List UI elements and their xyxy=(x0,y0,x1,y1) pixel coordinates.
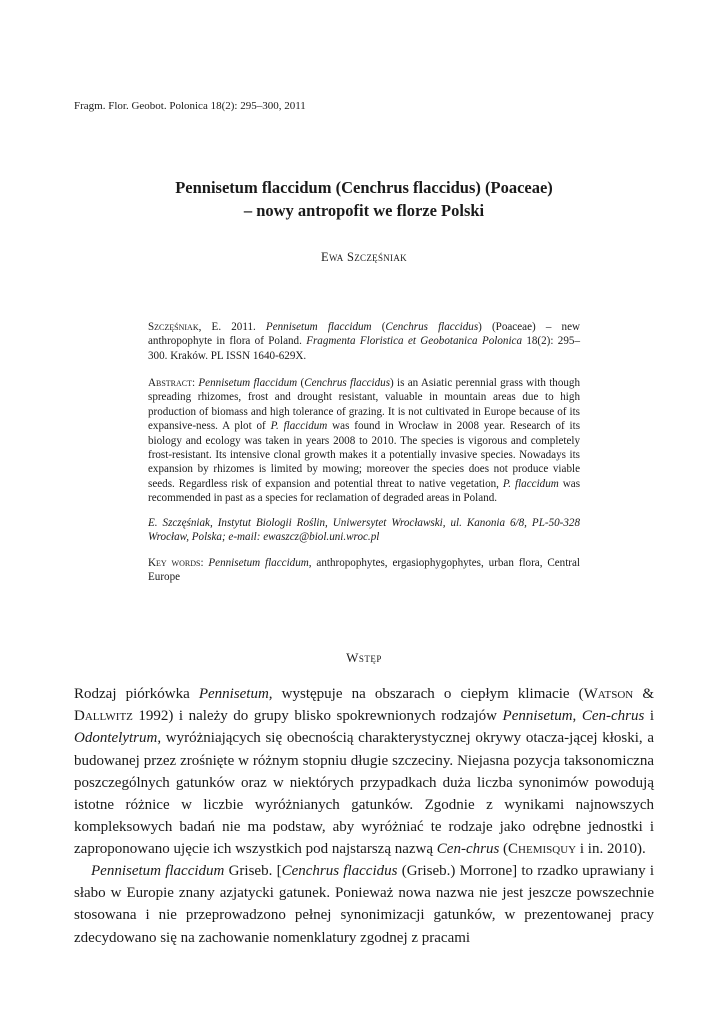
cited-author: Chemisquy xyxy=(508,841,577,858)
abstract-block: Abstract: Pennisetum flaccidum (Cenchrus flaccidus) is an Asiatic perennial grass with though spreading rhizomes, frost and drought resistant, valuable in mountain areas due to high production of biomass and high tolerance of grazing. It is not cultivated in Europe because of its expansive-ness. A plot of P. flaccidum was found in Wrocław in 2008 year. Research of its biology and ecology was taken in years 2008 to 2010. The species is vigorous and completely frost-resistant. Its intensive clonal growth makes it a potentially invasive species. Nowadays its expansion by rhizomes is limited by mowing; moreover the species does not produce viable seeds. Regardless risk of expansion and potential threat to native vegetation, P. flaccidum was recommended in past as a species for reclamation of degraded areas in Poland. xyxy=(148,377,581,505)
keywords-block: Key words: Pennisetum flaccidum, anthropophytes, ergasiophygophytes, urban flora, Central Europe xyxy=(148,557,580,584)
cited-author: Watson xyxy=(583,686,634,702)
body-paragraph: Pennisetum flaccidum Griseb. [Cenchrus flaccidus (Griseb.) Morrone] to rzadko uprawiany i słabo w Europie znany azjatycki gatunek. Ponieważ nowa nazwa nie jest jeszcze powszechnie stosowana i nie przeprowadzono pełnej synonimizacji gatunków, w prezentowanej pracy zdecydowano się na zachowanie nomenklatury zgodnej z pracami xyxy=(74,863,655,946)
species-name: Pennisetum flaccidum xyxy=(198,377,298,389)
species-name: Cenchrus flaccidus xyxy=(385,321,479,333)
title-line-2: – nowy antropofit we florze Polski xyxy=(243,201,485,220)
species-name: Cenchrus flaccidus xyxy=(304,377,391,389)
keywords-label: Key words xyxy=(148,557,201,569)
author-address: E. Szczęśniak, Instytut Biologii Roślin, Uniwersytet Wrocławski, ul. Kanonia 6/8, PL-50-328 Wrocław, Polska; e-mail: ewaszcz@biol.uni.wroc.pl xyxy=(148,517,580,544)
species-name: Pennisetum flaccidum xyxy=(265,321,372,333)
citation-author: Szczęśniak xyxy=(148,321,199,333)
species-name: Pennisetum flaccidum xyxy=(208,557,309,569)
citation-block: Szczęśniak, E. 2011. Pennisetum flaccidum (Cenchrus flaccidus) (Poaceae) – new anthropophyte in flora of Poland. Fragmenta Floristica et Geobotanica Polonica 18(2): 295–300. Kraków. PL ISSN 1640-629X. xyxy=(148,321,581,362)
author-name: Ewa Szczęśniak xyxy=(321,250,407,264)
section-heading: Wstęp xyxy=(346,650,382,665)
species-name: P. flaccidum xyxy=(270,420,328,433)
abstract-label: Abstract xyxy=(148,377,193,389)
cited-author: Dallwitz xyxy=(74,708,133,725)
body-paragraph: Rodzaj piórkówka Pennisetum, występuje na obszarach o ciepłym klimacie (Watson & Dallwitz 1992) i należy do grupy blisko spokrewnionych rodzajów Pennisetum, Cen-chrus i Odontelytrum, wyróżniających się obecnością charakterystycznej okrywy otacza-jącej kłoski, a budowanej przez zrośnięte w różnym stopniu długie szczeciny. Niejasna pozycja taksonomiczna poszczególnych gatunków oraz w niektórych przypadkach duża liczba synonimów powodują istotne różnice w liczbie wyróżnianych gatunków. Zgodnie z wynikami najnowszych kompleksowych badań nie ma podstaw, aby wyróżniać te rodzaje jako odrębne jednostki i zaproponowano ujęcie ich wszystkich pod najstarszą nazwą Cen-chrus (Chemisquy i in. 2010). xyxy=(74,686,655,858)
article-title xyxy=(74,176,654,222)
species-name: P. flaccidum xyxy=(502,477,559,490)
journal-reference: Fragm. Flor. Geobot. Polonica 18(2): 295–300, 2011 xyxy=(74,100,306,112)
title-line-1: Pennisetum flaccidum (Cenchrus flaccidus) (Poaceae) xyxy=(175,178,553,197)
journal-name: Fragmenta Floristica et Geobotanica Polonica xyxy=(306,335,522,348)
